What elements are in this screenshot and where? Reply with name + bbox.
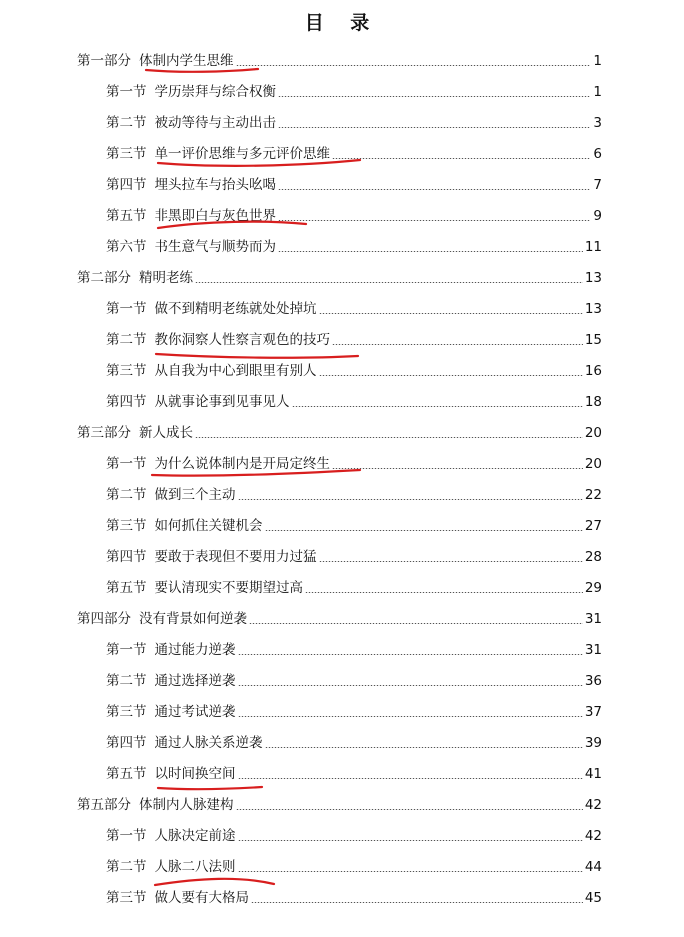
- entry-title: 人脉二八法则: [154, 858, 236, 875]
- page-number: 41: [584, 765, 602, 782]
- entry-number: 第三节: [106, 517, 147, 534]
- toc-part-row[interactable]: [77, 45, 602, 76]
- page-number: 16: [584, 362, 602, 379]
- page-number: 11: [584, 238, 602, 255]
- entry-title: 做不到精明老练就处处掉坑: [154, 300, 317, 317]
- page-number: 36: [584, 672, 602, 689]
- dot-leader: [265, 530, 583, 531]
- dot-leader: [278, 127, 590, 128]
- entry-number: 第五节: [106, 579, 147, 596]
- dot-leader: [238, 716, 583, 717]
- toc-section-row[interactable]: [106, 572, 602, 603]
- toc-section-row[interactable]: [106, 324, 602, 355]
- entry-title: 从自我为中心到眼里有别人: [154, 362, 317, 379]
- toc-section-row[interactable]: [106, 386, 602, 417]
- entry-number: 第四节: [106, 176, 147, 193]
- entry-number: 第四节: [106, 734, 147, 751]
- page-number: 28: [584, 548, 602, 565]
- entry-number: 第四部分: [77, 610, 131, 627]
- dot-leader: [305, 592, 583, 593]
- page-number: 39: [584, 734, 602, 751]
- page-number: 3: [593, 114, 602, 131]
- dot-leader: [319, 561, 583, 562]
- page-number: 15: [584, 331, 602, 348]
- entry-title: 非黑即白与灰色世界: [154, 207, 276, 224]
- dot-leader: [238, 840, 583, 841]
- page-number: 42: [584, 827, 602, 844]
- toc-section-row[interactable]: [106, 138, 602, 169]
- entry-title: 通过人脉关系逆袭: [154, 734, 263, 751]
- entry-title: 通过考试逆袭: [154, 703, 236, 720]
- toc-section-row[interactable]: [106, 200, 602, 231]
- page-number: 45: [584, 889, 602, 906]
- entry-number: 第二节: [106, 114, 147, 131]
- page-number: 18: [584, 393, 602, 410]
- toc-section-row[interactable]: [106, 696, 602, 727]
- toc-section-row[interactable]: [106, 169, 602, 200]
- page-number: 27: [584, 517, 602, 534]
- page-number: 44: [584, 858, 602, 875]
- entry-title: 做到三个主动: [154, 486, 236, 503]
- dot-leader: [332, 468, 583, 469]
- entry-title: 教你洞察人性察言观色的技巧: [154, 331, 330, 348]
- dot-leader: [278, 251, 583, 252]
- dot-leader: [319, 375, 583, 376]
- entry-number: 第二节: [106, 331, 147, 348]
- page-number: 42: [584, 796, 602, 813]
- toc-section-row[interactable]: [106, 479, 602, 510]
- dot-leader: [238, 654, 583, 655]
- toc-section-row[interactable]: [106, 510, 602, 541]
- dot-leader: [195, 437, 583, 438]
- entry-title: 做人要有大格局: [154, 889, 249, 906]
- page-number: 13: [584, 300, 602, 317]
- toc-section-row[interactable]: [106, 355, 602, 386]
- entry-number: 第二节: [106, 672, 147, 689]
- entry-number: 第五部分: [77, 796, 131, 813]
- entry-title: 为什么说体制内是开局定终生: [154, 455, 330, 472]
- toc-section-row[interactable]: [106, 882, 602, 913]
- toc-section-row[interactable]: [106, 293, 602, 324]
- entry-number: 第二节: [106, 486, 147, 503]
- entry-number: 第三节: [106, 703, 147, 720]
- entry-title: 新人成长: [139, 424, 193, 441]
- toc-section-row[interactable]: [106, 231, 602, 262]
- dot-leader: [236, 65, 591, 66]
- entry-number: 第四节: [106, 393, 147, 410]
- entry-title: 要敢于表现但不要用力过猛: [154, 548, 317, 565]
- entry-number: 第三部分: [77, 424, 131, 441]
- entry-title: 学历崇拜与综合权衡: [154, 83, 276, 100]
- dot-leader: [319, 313, 583, 314]
- entry-number: 第二部分: [77, 269, 131, 286]
- page-number: 20: [584, 455, 602, 472]
- dot-leader: [278, 189, 590, 190]
- dot-leader: [195, 282, 583, 283]
- entry-number: 第一节: [106, 641, 147, 658]
- page-number: 22: [584, 486, 602, 503]
- dot-leader: [238, 778, 583, 779]
- dot-leader: [278, 220, 590, 221]
- page-number: 20: [584, 424, 602, 441]
- dot-leader: [332, 158, 590, 159]
- toc-part-row[interactable]: [77, 789, 602, 820]
- entry-number: 第五节: [106, 207, 147, 224]
- entry-number: 第三节: [106, 145, 147, 162]
- entry-number: 第三节: [106, 889, 147, 906]
- entry-title: 被动等待与主动出击: [154, 114, 276, 131]
- entry-title: 要认清现实不要期望过高: [154, 579, 303, 596]
- dot-leader: [238, 685, 583, 686]
- page-number: 6: [593, 145, 602, 162]
- page-number: 37: [584, 703, 602, 720]
- entry-number: 第一节: [106, 455, 147, 472]
- toc-section-row[interactable]: [106, 107, 602, 138]
- entry-title: 体制内学生思维: [139, 52, 234, 69]
- entry-title: 体制内人脉建构: [139, 796, 234, 813]
- toc-part-row[interactable]: [77, 262, 602, 293]
- entry-title: 通过选择逆袭: [154, 672, 236, 689]
- dot-leader: [332, 344, 583, 345]
- toc-section-row[interactable]: [106, 727, 602, 758]
- toc-part-row[interactable]: [77, 417, 602, 448]
- page-number: 31: [584, 641, 602, 658]
- entry-number: 第一部分: [77, 52, 131, 69]
- toc-section-row[interactable]: [106, 634, 602, 665]
- toc-section-row[interactable]: [106, 76, 602, 107]
- entry-title: 单一评价思维与多元评价思维: [154, 145, 330, 162]
- toc-section-row[interactable]: [106, 665, 602, 696]
- dot-leader: [251, 902, 583, 903]
- page-title: 目 录: [304, 12, 380, 34]
- entry-title: 埋头拉车与抬头吆喝: [154, 176, 276, 193]
- dot-leader: [236, 809, 583, 810]
- entry-number: 第五节: [106, 765, 147, 782]
- dot-leader: [292, 406, 583, 407]
- entry-title: 没有背景如何逆袭: [139, 610, 247, 627]
- dot-leader: [238, 499, 583, 500]
- page-number: 31: [584, 610, 602, 627]
- entry-title: 通过能力逆袭: [154, 641, 236, 658]
- toc-section-row[interactable]: [106, 820, 602, 851]
- entry-number: 第三节: [106, 362, 147, 379]
- dot-leader: [249, 623, 583, 624]
- entry-number: 第四节: [106, 548, 147, 565]
- entry-number: 第二节: [106, 858, 147, 875]
- entry-title: 从就事论事到见事见人: [154, 393, 290, 410]
- dot-leader: [265, 747, 583, 748]
- page-number: 7: [593, 176, 602, 193]
- page-number: 1: [593, 52, 602, 69]
- entry-title: 书生意气与顺势而为: [154, 238, 276, 255]
- entry-title: 如何抓住关键机会: [154, 517, 263, 534]
- entry-title: 精明老练: [139, 269, 193, 286]
- entry-number: 第一节: [106, 83, 147, 100]
- toc-section-row[interactable]: [106, 758, 602, 789]
- dot-leader: [238, 871, 583, 872]
- entry-title: 人脉决定前途: [154, 827, 236, 844]
- entry-title: 以时间换空间: [154, 765, 236, 782]
- toc-section-row[interactable]: [106, 541, 602, 572]
- dot-leader: [278, 96, 590, 97]
- toc-part-row[interactable]: [77, 603, 602, 634]
- entry-number: 第一节: [106, 827, 147, 844]
- page-number: 13: [584, 269, 602, 286]
- entry-number: 第六节: [106, 238, 147, 255]
- page-number: 9: [593, 207, 602, 224]
- entry-number: 第一节: [106, 300, 147, 317]
- toc-section-row[interactable]: [106, 448, 602, 479]
- toc-section-row[interactable]: [106, 851, 602, 882]
- page-number: 29: [584, 579, 602, 596]
- page-number: 1: [593, 83, 602, 100]
